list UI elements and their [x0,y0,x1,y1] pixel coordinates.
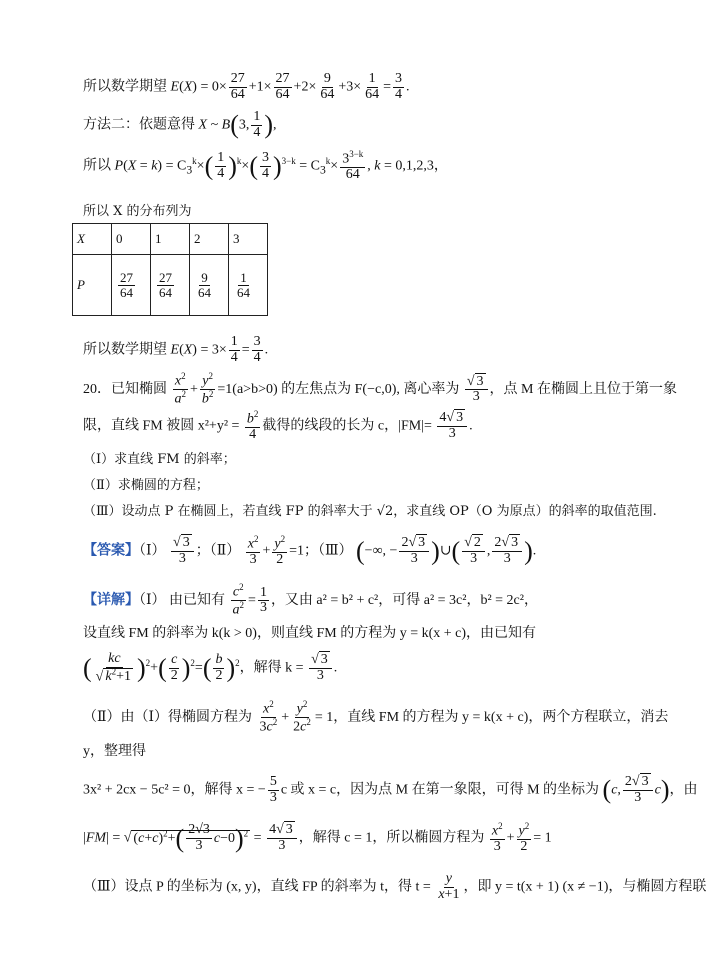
binomial-probability-line: 所以 $P(X = k) = C_3^k\times$( $\frac{1}{4}$ )$^k$×( $\frac{3}{4}$ )$^{3-k} = C_3^k\times$ $\frac{3^{3-k}}{64}$ , k = 0,1,2,3， [83,149,448,183]
detail-line-2: 设直线 FM 的斜率为 k(k > 0)，则直线 FM 的方程为 y = k(x + c)，由已知有 [83,626,537,641]
text-prefix: 所以数学期望 [83,79,167,95]
distribution-table [72,223,268,316]
expectation-line-2: 所以数学期望 E(X) = 3× $\frac{1}{4}$ = $\frac{3}{4}$ . [83,334,269,365]
detail-line-3: ( $\frac{kc}{√ k^2+1}$ )$^2$+( $\frac{c}{2}$ )$^2$=( $\frac{b}{2}$ )$^2$，解得 k = $\frac{√ 3}{3}$ . [83,651,338,685]
detail-tag: 【详解】 [83,593,139,609]
detail-line-4: （Ⅱ）由（Ⅰ）得椭圆方程为 $\frac{x^2}{3c^2}$ + $\frac{y^2}{2c^2}$ = 1，直线 FM 的方程为 y = k(x + c)，两个方程联立，消去 [83,699,669,735]
detail-line-6: 3x² + 2cx − 5c² = 0，解得 x = − $\frac{5}{3}$ c 或 x = c，因为点 M 在第一象限，可得 M 的坐标为 (c, $\frac{2√ 3}{3}$ c)，由 [83,774,698,805]
question-part-3: （Ⅲ）设动点 P 在椭圆上，若直线 FP 的斜率大于 √2，求直线 OP（O 为原点）的斜率的取值范围. [83,504,657,519]
expectation-line-1: 所以数学期望 E(X) = 0× $\frac{27}{64}$ +1× $\frac{27}{64}$ +2× $\frac{9}{64}$ +3× $\frac{1}{64}$ = $\frac{3}{4}$ . [83,71,410,102]
answer-tag: 【答案】 [83,543,139,559]
table-cell: 3 [229,224,268,255]
answer-line: 【答案】（Ⅰ） $\frac{√ 3}{3}$ ；（Ⅱ） $\frac{x^2}{3}$ + $\frac{y^2}{2}$ =1；（Ⅲ） (−∞, − $\frac{2√ 3}{3}$ )∪( $\frac{√ 2}{3}$ , $\frac{2√ 3}{3}$ ). [83,534,537,568]
detail-line-8: （Ⅲ）设点 P 的坐标为 (x, y)，直线 FP 的斜率为 t，得 t = $\frac{y}{x+1}$ ，即 y = t(x + 1) (x ≠ −1)，与椭圆方程联 [83,871,706,902]
detail-line-5: y，整理得 [83,744,146,759]
table-cell: $\frac{9}{64}$ [190,255,229,316]
text-prefix: 所以数学期望 [83,342,167,358]
question-20-line-2: 限，直线 FM 被圆 x²+y² = $\frac{b^2}{4}$ 截得的线段的长为 c，|FM|= $\frac{4√ 3}{3}$ . [83,409,473,443]
table-cell: $\frac{1}{64}$ [229,255,268,316]
table-cell: 0 [112,224,151,255]
question-number: 20．已知椭圆 [83,382,167,398]
text-prefix: 所以 [83,158,111,174]
detail-line-1: 【详解】（Ⅰ） 由已知有 $\frac{c^2}{a^2}$ = $\frac{1}{3}$ ，又由 a² = b² + c²，可得 a² = 3c²，b² = 2c²， [83,582,538,618]
table-cell: $\frac{27}{64}$ [112,255,151,316]
table-row [73,255,268,316]
table-cell: 2 [190,224,229,255]
question-20-line-1: 20．已知椭圆 $\frac{x^2}{a^2}$ + $\frac{y^2}{b^2}$ =1(a>b>0) 的左焦点为 F(−c,0), 离心率为 $\frac{√ 3}{3}$ ，点 M 在椭圆上且位于第一象 [83,371,677,407]
method-two-label: 方法二：依题意得 [83,117,195,133]
distribution-intro: 所以 X 的分布列为 [83,204,192,219]
table-cell: P [73,255,112,316]
table-cell: $\frac{27}{64}$ [151,255,190,316]
table-row [73,224,268,255]
detail-line-7: |FM| = √ $(c+c)^2+$( $\frac{2√3}{3}$ c−0)$^2$ = $\frac{4√ 3}{3}$ ，解得 c = 1，所以椭圆方程为 $\frac{x^2}{3}$ + $\frac{y^2}{2}$ = 1 [83,821,552,855]
question-part-1: （Ⅰ）求直线 FM 的斜率； [83,452,236,467]
table-cell: 1 [151,224,190,255]
table-cell: X [73,224,112,255]
question-part-2: （Ⅱ）求椭圆的方程； [83,478,209,493]
method-two-line: 方法二：依题意得 X ~ B(3, $\frac{1}{4}$ ), [83,109,277,140]
